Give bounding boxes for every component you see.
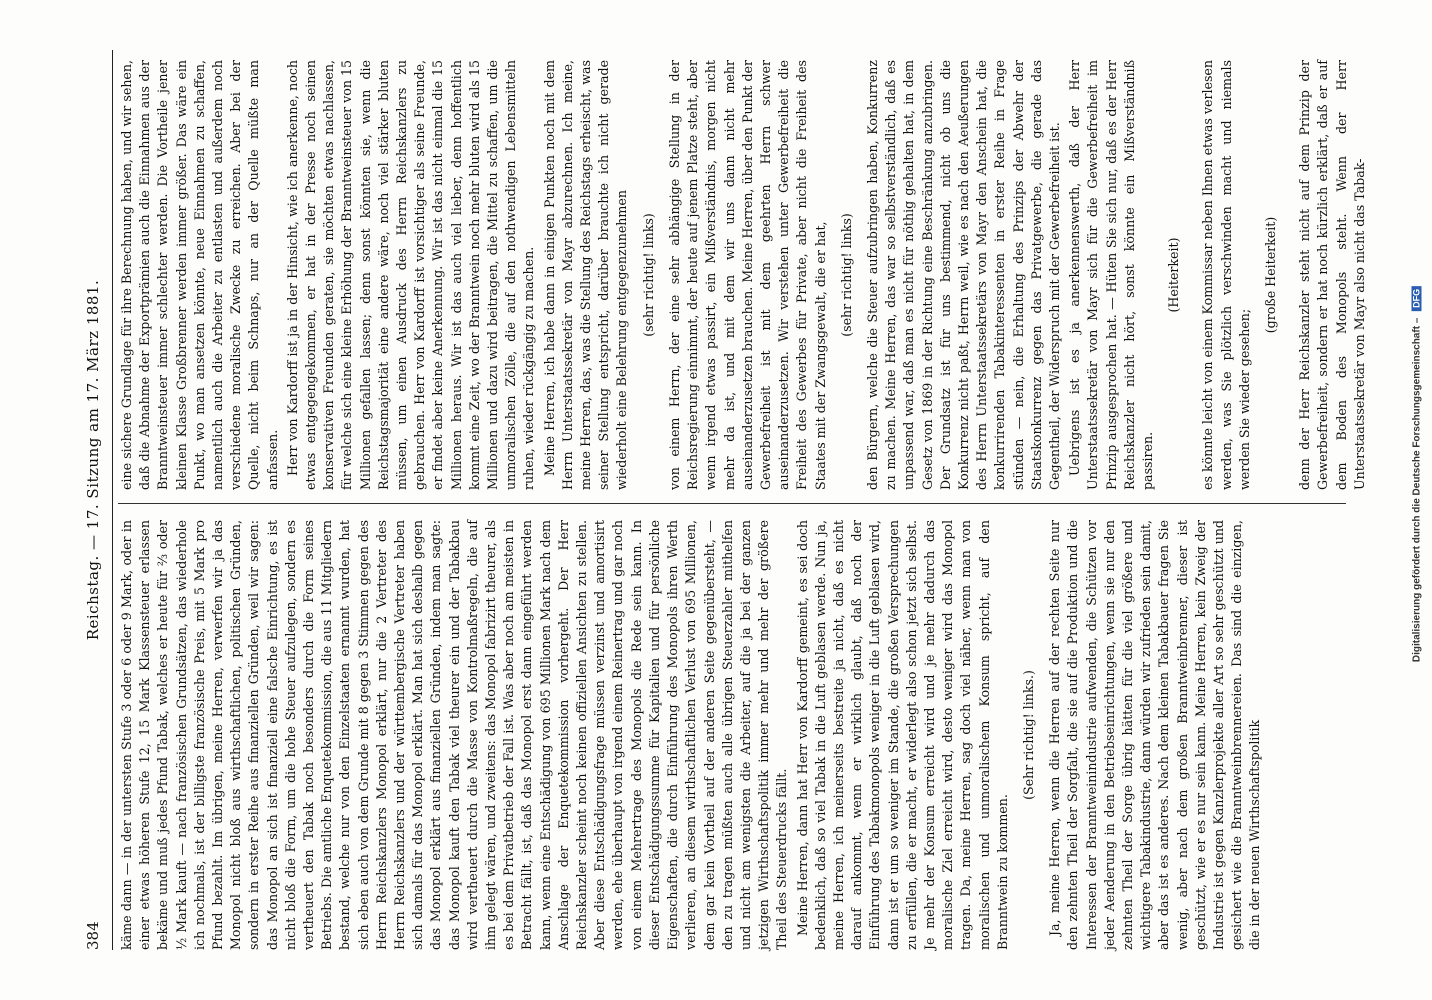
header-rule xyxy=(112,50,113,950)
paragraph: Meine Herren, dann hat Herr von Kardorff gemeint, es sei doch bedenklich, daß so viel Tabak in die Luft geblasen werde. Nun ja, meine Herren, ich meinerseits bestreite ja nicht, daß es nicht darauf ankommt, wenn er wirklich glaubt, daß noch der Einführung des Tabakmonopols weniger in die Luft geblasen wird, dann ist er um so weniger im Stande, die großen Versprechungen zu erfüllen, die er macht, er widerlegt also schon jetzt sich selbst. Je mehr der Konsum erreicht wird und je mehr dadurch das moralische Ziel erreicht wird, desto weniger wird das Monopol tragen. Da, meine Herren, sag doch viel näher, wenn man von moralischen und unmoralischem Konsum spricht, auf den Branntwein zu kommen. xyxy=(794,520,1010,950)
page-number: 384 xyxy=(84,921,102,950)
paragraph: Uebrigens ist es ja anerkennenswerth, daß der Herr Unterstaatssekretär von Mayr sich für die Gewerbefreiheit im Prinzip ausgesprochen hat. — Hüten Sie sich nur, daß es der Herr Reichskanzler nicht hört, sonst könnte ein Mißverständniß passiren. xyxy=(1067,60,1155,490)
paragraph: Meine Herren, ich habe dann in einigen Punkten noch mit dem Herrn Unterstaatssekretär von Mayr abzurechnen. Ich meine, meine Herren, das, was die Stellung des Reichstags erheischt, was seiner Stellung entspricht, darüber brauchte ich nicht gerade wiederholt eine Belehrung entgegenzunehmen xyxy=(541,60,630,490)
right-column xyxy=(118,60,1367,490)
page-header xyxy=(84,50,114,950)
paragraph: denn der Herr Reichskanzler steht nicht auf dem Prinzip der Gewerbefreiheit, sondern er hat noch kürzlich erklärt, daß er auf dem Boden des Monopols steht. Wenn der Herr Unterstaatssekretär von Mayr also nicht das Tabak- xyxy=(1297,60,1367,490)
paragraph: den Bürgern, welche die Steuer aufzubringen haben, Konkurrenz zu machen. Meine Herren, das war so selbstverständlich, daß es unpassend war, daß man es nicht für nöthig gehalten hat, in dem Gesetz von 1869 in der Richtung eine Beschränkung anzubringen. Der Grundsatz ist für uns bestimmend, nicht ob uns die Konkurrenz nicht paßt, Herrn weil, wie es nach den Aeußerungen des Herrn Unterstaatssekretärs von Mayr den Anschein hat, die konkurrirenden Tabakinteressenten in erster Reihe in Frage stünden — nein, die Erhaltung des Prinzips der Abwehr der Staatskonkurrenz gegen das Privatgewerbe, die gerade das Gegentheil, der Widerspruch mit der Gewerbefreiheit ist. xyxy=(864,60,1062,490)
interjection: (Sehr richtig! links.) xyxy=(1020,670,1036,800)
credit-text: Digitalisierung gefördert durch die Deutsche Forschungsgemeinschaft – xyxy=(1411,317,1423,663)
dfg-logo: DFG xyxy=(1412,286,1422,311)
left-column xyxy=(118,520,1358,950)
paragraph: eine sichere Grundlage für ihre Berechnung haben, und wir sehen, daß die Abnahme der Exportprämien auch die Einnahmen aus der Branntweinsteuer immer schlechter werden. Die Vortheile jener kleinen Klasse Großbrenner werden immer größer. Das wäre ein Punkt, wo man ansetzen könnte, neue Einnahmen zu schaffen, namentlich auch die Arbeiter zu entlasten und außerdem noch verschiedene moralische Zwecke zu erreichen. Aber bei der Quelle, nicht beim Schnaps, nur an der Quelle müßte man anfassen. xyxy=(119,60,280,490)
interjection: (große Heiterkeit) xyxy=(1262,216,1278,334)
rotated-text-block xyxy=(46,10,1386,990)
paragraph: Ja, meine Herren, wenn die Herren auf der rechten Seite nur den zehnten Theil der Sorgfalt, die sie auf die Produktion und die Interessen der Branntweinindustrie aufwenden, die Schützen vor jeder Aenderung in den Betriebseinrichtungen, wenn sie nur den zehnten Theil der Sorge übrig hätten für die viel größere und wichtigere Tabakindustrie, dann würden wir zufrieden sein damit, aber das ist es anderes. Nach dem kleinen Tabakbauer fragen Sie wenig, aber nach dem großen Branntweinbrenner, dieser ist geschützt, wie er es nur sein kann. Meine Herren, kein Zweig der Industrie ist gegen Kanzlerprojekte aller Art so sehr geschützt und gesichert wie die Branntweinbrennereien. Das sind die einzigen, die in der neuen Wirthschaftspolitik xyxy=(1047,520,1263,950)
paragraph: von einem Herrn, der eine sehr abhängige Stellung in der Reichsregierung einnimmt, der heute auf jenem Platze steht, aber wenn irgend etwas passirt, ein Mißverständnis, morgen nicht mehr da ist, und mit dem wir uns dann nicht mehr auseinanderzusetzen brauchen. Meine Herren, über den Punkt der Gewerbefreiheit ist mit dem geehrten Herrn schwer auseinanderzusetzen. Wir verstehen unter Gewerbefreiheit die Freiheit des Gewerbes für Private, aber nicht die Freiheit des Staates mit der Zwangsgewalt, die er hat, xyxy=(666,60,828,490)
interjection: (sehr richtig! links) xyxy=(838,213,854,337)
column-divider xyxy=(118,503,1346,504)
digitization-credit xyxy=(1408,4,1426,944)
paragraph: käme dann — in der untersten Stufe 3 oder 6 oder 9 Mark, oder in einer etwas höheren Stufe 12, 15 Mark Klassensteuer erlassen bekäme und muß jedes Pfund Tabak, welches er heute für ⅔ oder ½ Mark kauft — nach französischen Grundsätzen, das wiederhole ich nochmals, ist der billigste französische Preis, mit 5 Mark pro Pfund bezahlt. Im übrigen, meine Herren, verwerfen wir ja das Monopol nicht bloß aus wirthschaftlichen, politischen Gründen, sondern in erster Reihe aus finanziellen Gründen, weil wir sagen: das Monopol an sich ist finanziell eine falsche Einrichtung, es ist nicht bloß die Form, um die hohe Steuer aufzulegen, sondern es vertheuert den Tabak noch besonders durch die Form seines Betriebs. Die amtliche Enquetekommission, die aus 11 Mitgliedern bestand, welche nur von den Einzelstaaten ernannt wurden, hat sich eben auch von dem Grunde mit 8 gegen 3 Stimmen gegen des Herrn Reichskanzlers Monopol erklärt, nur die 2 Vertreter des Herrn Reichskanzlers und der württembergische Vertreter haben sich damals für das Monopol erklärt. Man hat sich deshalb gegen das Monopol erklärt aus finanziellen Gründen, indem man sagte: das Monopol kauft den Tabak viel theurer ein und der Tabakbau wird vertheuert durch die Masse von Kontrolmaßregeln, die auf ihm gelegt wären, und zweitens: das Monopol fabrizirt theurer, als es bei dem Privatbetrieb der Fall ist. Was aber noch am meisten in Betracht fällt, ist, daß das Monopol erst dann eingeführt werden kann, wenn eine Entschädigung von 695 Millionen Mark nach dem Anschlage der Enquetekommission vorhergeht. Der Herr Reichskanzler scheint noch keinen offiziellen Ansichten zu stellen. Aber diese Entschädigungsfrage müssen verzinst und amortisirt werden, ehe überhaupt von irgend einem Reinertrag und gar noch von einem Mehrertrage des Monopols die Rede sein kann. In dieser Entschädigungssumme für Kapitalien und für persönliche Eigenschaften, die durch Einführung des Monopols ihren Werth verlieren, an diesem wirthschaftlichen Verlust von 695 Millionen, dem gar kein Vortheil auf der anderen Seite gegenübersteht, — den zu tragen müßten auch alle übrigen Steuerzahler mithelfen und nicht am wenigsten die Arbeiter, auf die ja bei der ganzen jetzigen Wirthschaftspolitik immer mehr und mehr der größere Theil des Steuerdrucks fällt. xyxy=(119,520,790,950)
interjection: (sehr richtig! links) xyxy=(640,213,656,337)
paragraph: Herr von Kardorff ist ja in der Hinsicht, wie ich anerkenne, noch etwas entgegengekommen, er hat in der Presse noch seinen konservativen Freunden geraten, sie möchten etwas nachlassen, für welche sich eine kleine Erhöhung der Branntweinsteuer von 15 Millionen gefallen lassen; denn sonst könnten sie, wenn die Reichstagsmajorität eine andere wäre, noch viel stärker bluten müssen, um einen Ausdruck des Herrn Reichskanzlers zu gebrauchen. Herr von Kardorff ist vorsichtiger als seine Freunde, er findet aber keine Anerkennung. Wir ist das nicht einmal die 15 Millionen heraus. Wir ist das auch viel lieber, denn hoffentlich kommt eine Zeit, wo der Branntwein noch mehr bluten wird als 15 Millionen und dazu wird beitragen, die Mittel zu schaffen, um die unmoralischen Zölle, die auf den nothwendigen Lebensmitteln ruhen, wieder rückgängig zu machen. xyxy=(284,60,537,490)
running-title: Reichstag. — 17. Sitzung am 17. März 1881. xyxy=(84,279,102,641)
interjection: (Heiterkeit) xyxy=(1166,237,1182,313)
paragraph: es könnte leicht von einem Kommissar neben Ihnen etwas verlesen werden, was Sie plötzlich verschwinden macht und niemals werden Sie wieder gesehen; xyxy=(1200,60,1252,490)
